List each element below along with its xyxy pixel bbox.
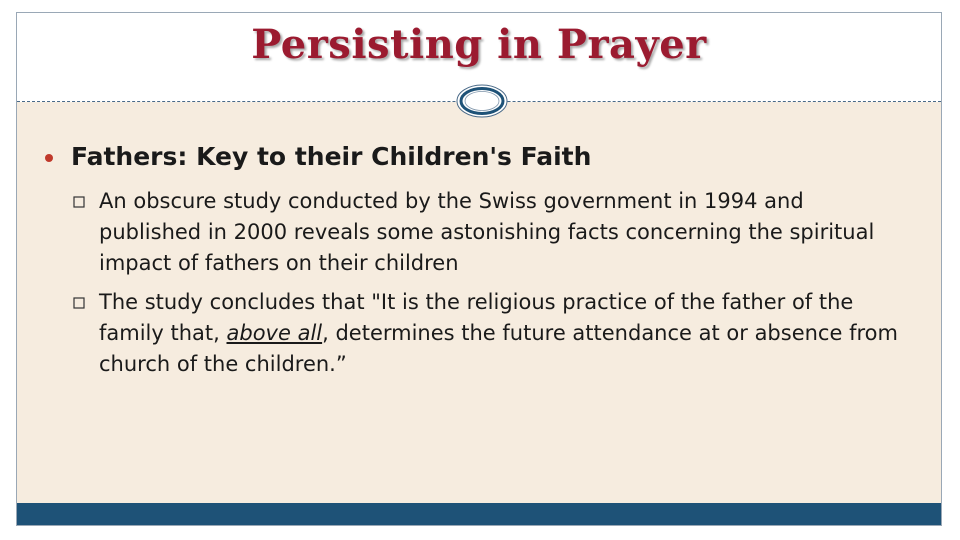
slide-title: Persisting in Prayer — [251, 21, 707, 68]
hollow-square-icon — [73, 196, 85, 208]
main-bullet-text: Fathers: Key to their Children's Faith — [71, 142, 592, 171]
sub-bullet-2-text-before: The study concludes that "It is the religious practice of the father of the family that, — [99, 290, 854, 345]
footer-bar — [17, 503, 941, 525]
sub-bullet-2-text-after: , determines the future attendance at or absence from church of the children.” — [99, 321, 898, 376]
sub-bullet-1-text: An obscure study conducted by the Swiss government in 1994 and published in 2000 reveals some astonishing facts concerning the spiritual impact of fathers on their children — [99, 189, 875, 275]
sub-bullet-2-text — [99, 287, 899, 380]
slide-frame — [16, 12, 942, 526]
oval-ring-icon — [455, 83, 509, 119]
content-area — [17, 102, 941, 503]
emphasis-text: above all — [226, 321, 323, 345]
hollow-square-icon — [73, 297, 85, 309]
bullet-dot-icon — [45, 154, 53, 162]
